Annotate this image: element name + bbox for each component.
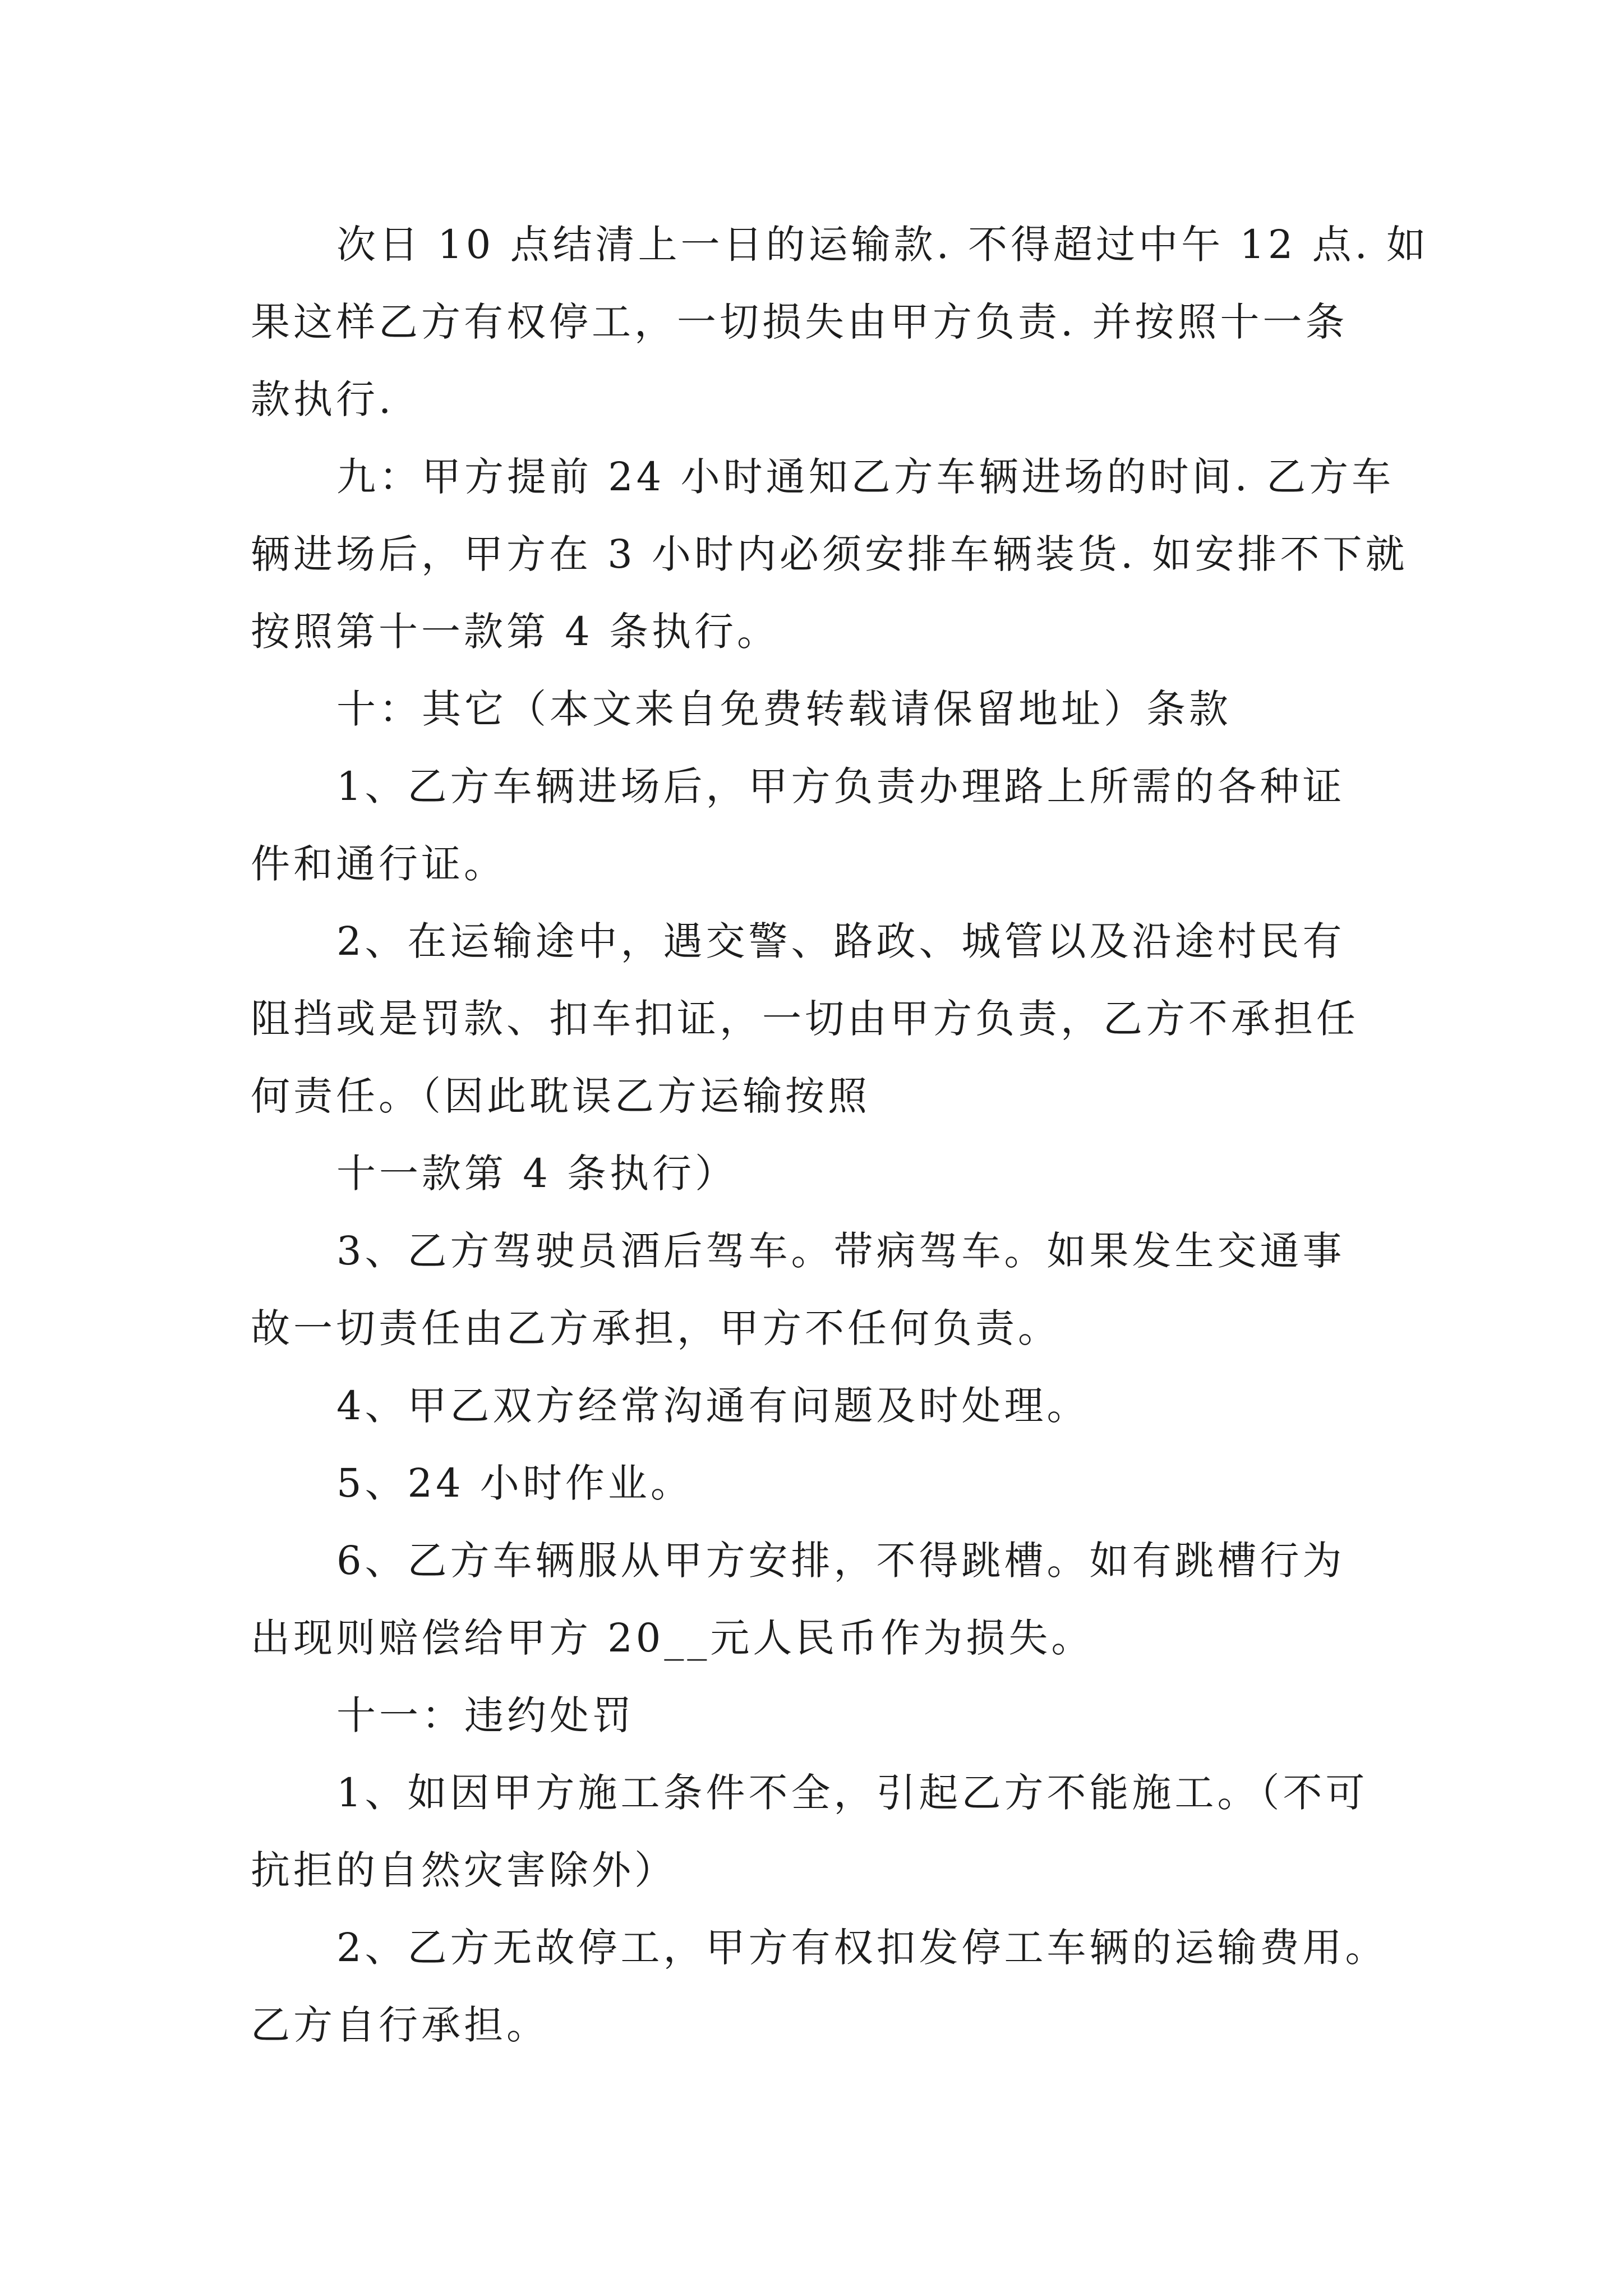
text-line: 阻挡或是罚款、扣车扣证，一切由甲方负责，乙方不承担任 (251, 996, 1359, 1042)
text-line: 何责任。（因此耽误乙方运输按照 (251, 1073, 870, 1119)
text-line: 乙方自行承担。 (251, 2002, 549, 2048)
text-line: 2、在运输途中，遇交警、路政、城管以及沿途村民有 (336, 918, 1345, 964)
text-line: 1、乙方车辆进场后，甲方负责办理路上所需的各种证 (336, 763, 1345, 809)
text-line: 辆进场后，甲方在 3 小时内必须安排车辆装货. 如安排不下就 (251, 531, 1408, 577)
text-line: 出现则赔偿给甲方 20__元人民币作为损失。 (251, 1615, 1094, 1661)
text-line: 2、乙方无故停工，甲方有权扣发停工车辆的运输费用。 (336, 1925, 1388, 1971)
text-line: 十：其它（本文来自免费转载请保留地址）条款 (336, 686, 1232, 732)
text-line: 款执行. (251, 376, 395, 422)
text-line: 十一款第 4 条执行） (336, 1151, 738, 1197)
text-line: 5、24 小时作业。 (336, 1460, 693, 1506)
text-line: 4、甲乙双方经常沟通有问题及时处理。 (336, 1383, 1090, 1429)
text-line: 3、乙方驾驶员酒后驾车。带病驾车。如果发生交通事 (336, 1228, 1345, 1274)
text-line: 九：甲方提前 24 小时通知乙方车辆进场的时间. 乙方车 (336, 454, 1395, 500)
text-line: 按照第十一款第 4 条执行。 (251, 609, 780, 655)
text-line: 果这样乙方有权停工，一切损失由甲方负责. 并按照十一条 (251, 299, 1348, 345)
text-line: 次日 10 点结清上一日的运输款. 不得超过中午 12 点. 如 (336, 222, 1430, 268)
text-line: 件和通行证。 (251, 841, 506, 887)
text-line: 1、如因甲方施工条件不全，引起乙方不能施工。（不可 (336, 1770, 1368, 1816)
text-line: 十一：违约处罚 (336, 1692, 635, 1738)
text-line: 故一切责任由乙方承担，甲方不任何负责。 (251, 1305, 1061, 1351)
text-line: 抗拒的自然灾害除外） (251, 1847, 677, 1893)
text-line: 6、乙方车辆服从甲方安排，不得跳槽。如有跳槽行为 (336, 1538, 1345, 1584)
